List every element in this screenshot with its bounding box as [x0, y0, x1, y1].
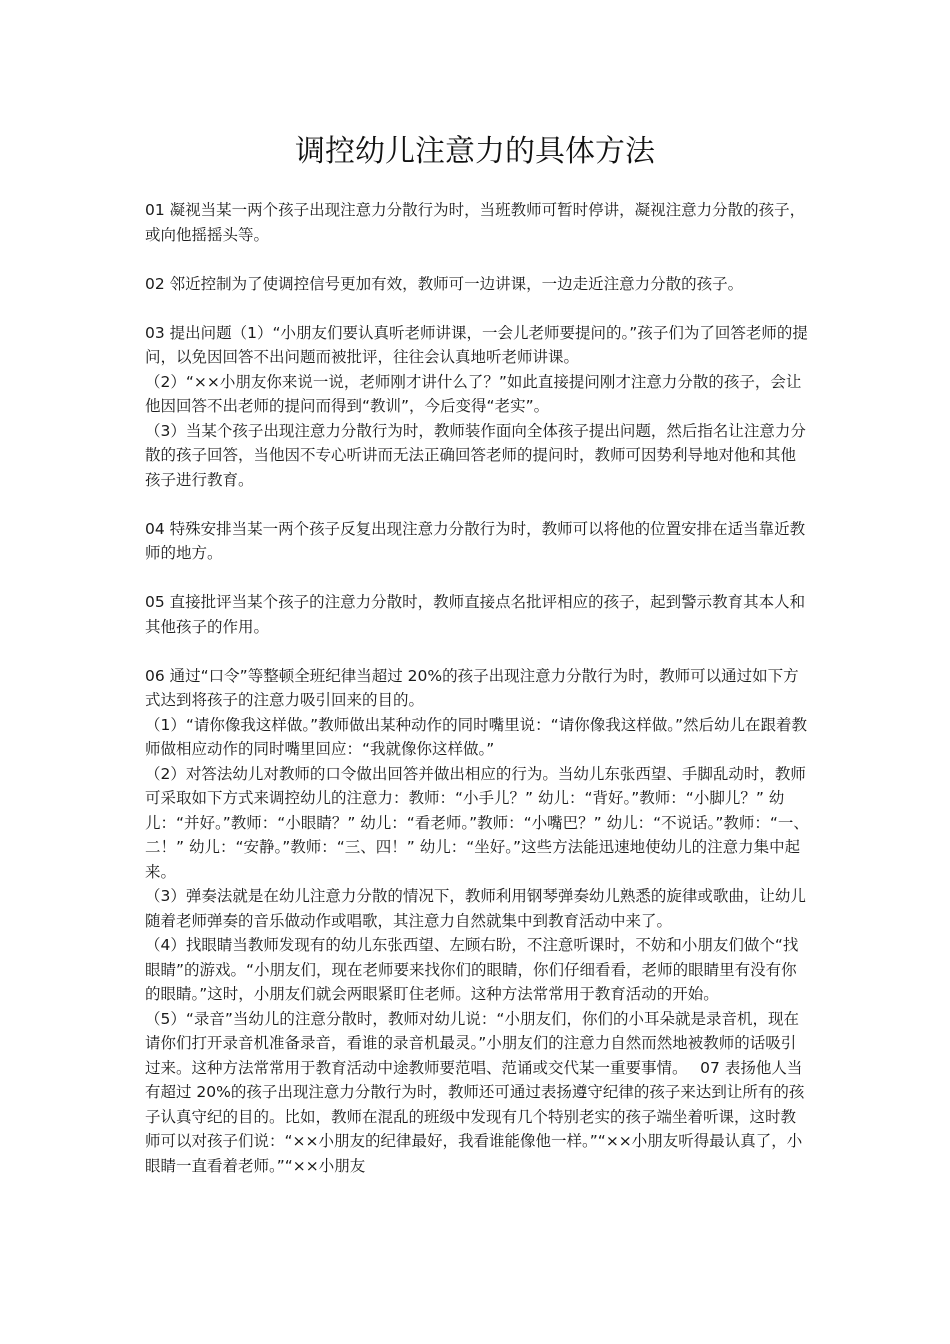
- paragraph: 01 凝视当某一两个孩子出现注意力分散行为时，当班教师可暂时停讲，凝视注意力分散的孩子，或向他摇摇头等。: [145, 201, 806, 244]
- paragraph: 03 提出问题（1）“小朋友们要认真听老师讲课，一会儿老师要提问的。”孩子们为了回答老师的提问，以免因回答不出问题而被批评，往往会认真地听老师讲课。: [145, 323, 808, 366]
- paragraph: （3）弹奏法就是在幼儿注意力分散的情况下，教师利用钢琴弹奏幼儿熟悉的旋律或歌曲，让幼儿随着老师弹奏的音乐做动作或唱歌，其注意力自然就集中到教育活动中来了。: [145, 887, 806, 930]
- paragraph-gap: [145, 296, 810, 321]
- paragraph-gap: [145, 639, 810, 664]
- paragraph: （2）“××小朋友你来说一说，老师刚才讲什么了？”如此直接提问刚才注意力分散的孩子，会让他因回答不出老师的提问而得到“教训”，今后变得“老实”。: [145, 372, 802, 415]
- paragraph: （2）对答法幼儿对教师的口令做出回答并做出相应的行为。当幼儿东张西望、手脚乱动时，教师可采取如下方式来调控幼儿的注意力：教师：“小手儿？” 幼儿：“背好。”教师：“小脚儿？” 幼儿：“并好。”教师：“小眼睛？” 幼儿：“看老师。”教师：“小嘴巴？” 幼儿：“不说话。”教师：“一、二！” 幼儿：“安静。”教师：“三、四！” 幼儿：“坐好。”这些方法能迅速地使幼儿的注意力集中起来。: [145, 764, 809, 881]
- section-05: [145, 590, 810, 639]
- section-01: [145, 198, 810, 247]
- paragraph-gap: [145, 566, 810, 591]
- paragraph: （3）当某个孩子出现注意力分散行为时，教师装作面向全体孩子提出问题，然后指名让注意力分散的孩子回答，当他因不专心听讲而无法正确回答老师的提问时，教师可因势利导地对他和其他孩子进行教育。: [145, 421, 806, 489]
- paragraph: （4）找眼睛当教师发现有的幼儿东张西望、左顾右盼，不注意听课时，不妨和小朋友们做个“找眼睛”的游戏。“小朋友们，现在老师要来找你们的眼睛，你们仔细看看，老师的眼睛里有没有你的眼睛。”这时，小朋友们就会两眼紧盯住老师。这种方法常常用于教育活动的开始。: [145, 936, 799, 1003]
- paragraph: （1）“请你像我这样做。”教师做出某种动作的同时嘴里说：“请你像我这样做。”然后幼儿在跟着教师做相应动作的同时嘴里回应：“我就像你这样做。”: [145, 715, 807, 758]
- section-04: [145, 517, 810, 566]
- section-02: [145, 272, 810, 297]
- section-06: [145, 664, 810, 1179]
- paragraph: 04 特殊安排当某一两个孩子反复出现注意力分散行为时，教师可以将他的位置安排在适当靠近教师的地方。: [145, 519, 806, 562]
- paragraph: 06 通过“口令”等整顿全班纪律当超过 20%的孩子出现注意力分散行为时，教师可以通过如下方式达到将孩子的注意力吸引回来的目的。: [145, 666, 799, 709]
- document-body: [145, 198, 810, 1178]
- paragraph: 02 邻近控制为了使调控信号更加有效，教师可一边讲课，一边走近注意力分散的孩子。: [145, 274, 744, 293]
- paragraph: 05 直接批评当某个孩子的注意力分散时，教师直接点名批评相应的孩子，起到警示教育其本人和其他孩子的作用。: [145, 593, 806, 636]
- document-title: 调控幼儿注意力的具体方法: [295, 134, 655, 169]
- paragraph-gap: [145, 247, 810, 272]
- paragraph-gap: [145, 492, 810, 517]
- section-03: [145, 321, 810, 493]
- paragraph: （5）“录音”当幼儿的注意分散时，教师对幼儿说：“小朋友们，你们的小耳朵就是录音机，现在请你们打开录音机准备录音，看谁的录音机最灵。”小朋友们的注意力自然而然地被教师的话吸引过来。这种方法常常用于教育活动中途教师要范唱、范诵或交代某一重要事情。 07 表扬他人当有超过 20%的孩子出现注意力分散行为时，教师还可通过表扬遵守纪律的孩子来达到让所有的孩子认真守纪的目的。比如，教师在混乱的班级中发现有几个特别老实的孩子端坐着听课，这时教师可以对孩子们说：“××小朋友的纪律最好，我看谁能像他一样。”“××小朋友听得最认真了，小眼睛一直看着老师。”“××小朋友: [145, 1009, 805, 1175]
